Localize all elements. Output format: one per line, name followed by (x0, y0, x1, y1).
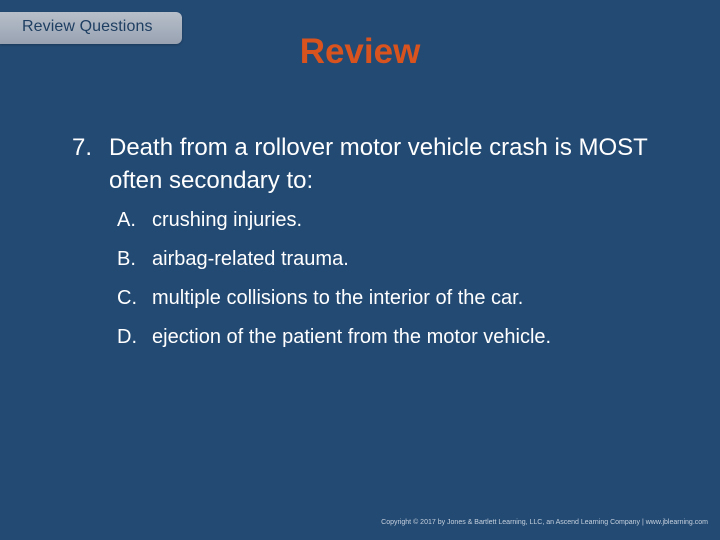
slide-title: Review (299, 32, 421, 71)
section-tab-label: Review Questions (22, 18, 153, 35)
answer-option-c (117, 284, 707, 323)
option-letter: D. (117, 326, 137, 348)
question (72, 131, 672, 197)
question-number: 7. (72, 134, 93, 161)
option-text: ejection of the patient from the motor vehicle. (152, 326, 552, 348)
option-letter: B. (117, 248, 136, 270)
answer-options (117, 206, 707, 362)
copyright-footer: Copyright © 2017 by Jones & Bartlett Learning, LLC, an Ascend Learning Company | www.jblearning.com (381, 519, 708, 526)
answer-option-b (117, 245, 707, 284)
option-text: multiple collisions to the interior of the car. (152, 287, 524, 309)
option-letter: C. (117, 287, 137, 309)
option-text: airbag-related trauma. (152, 248, 349, 270)
option-letter: A. (117, 209, 136, 231)
question-text: Death from a rollover motor vehicle crash is MOST often secondary to: (109, 134, 648, 194)
option-text: crushing injuries. (152, 209, 303, 231)
answer-option-d (117, 323, 707, 362)
answer-option-a (117, 206, 707, 245)
